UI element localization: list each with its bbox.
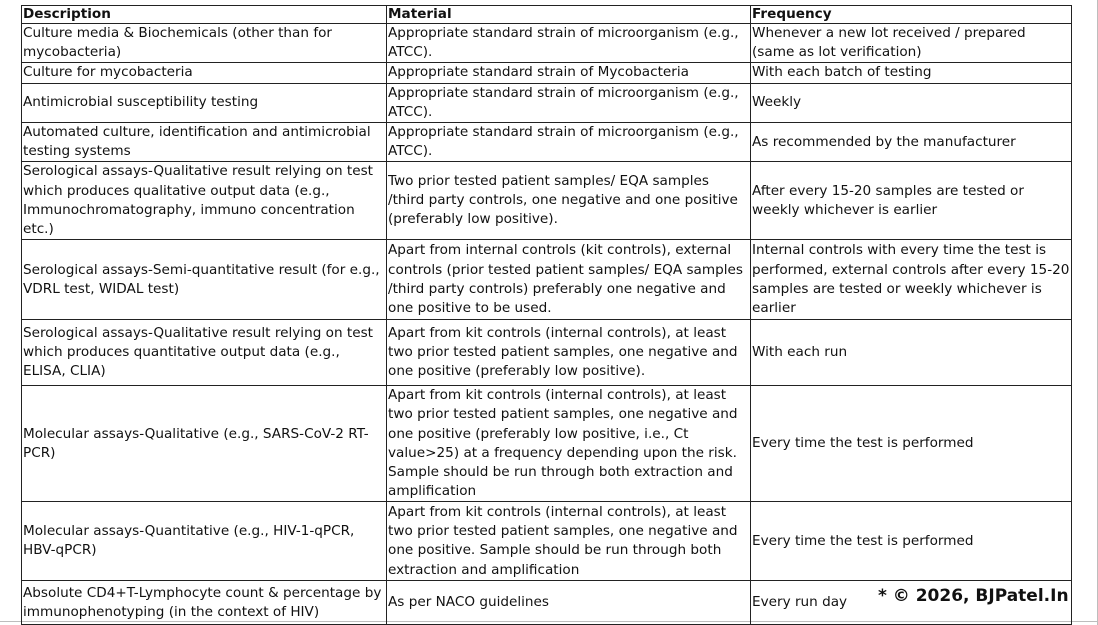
cell-description: Molecular assays-Qualitative (e.g., SARS-CoV-2 RT-PCR) bbox=[22, 386, 387, 502]
table-row bbox=[22, 83, 1072, 122]
header-material: Material bbox=[387, 6, 751, 24]
cell-description: Absolute CD4+T-Lymphocyte count & percentage by immunophenotyping (in the context of HIV) bbox=[22, 581, 387, 625]
cell-description: Culture media & Biochemicals (other than for mycobacteria) bbox=[22, 24, 387, 63]
cell-material: Appropriate standard strain of microorganism (e.g., ATCC). bbox=[387, 123, 751, 162]
cell-material: Two prior tested patient samples/ EQA samples /third party controls, one negative and one positive (preferably low positive). bbox=[387, 162, 751, 240]
cell-frequency: Every run day bbox=[751, 581, 1072, 625]
cell-material: Apart from kit controls (internal controls), at least two prior tested patient samples, one negative and one positive. Sample should be run through both extraction and amplification bbox=[387, 502, 751, 581]
cell-material: Apart from internal controls (kit controls), external controls (prior tested patient samples/ EQA samples /third party controls) preferably one negative and one positive to be used. bbox=[387, 240, 751, 320]
copyright-watermark: * © 2026, BJPatel.In bbox=[878, 586, 1069, 606]
cell-frequency: Every time the test is performed bbox=[751, 502, 1072, 581]
table-row bbox=[22, 63, 1072, 83]
table-row bbox=[22, 162, 1072, 240]
cell-description: Molecular assays-Quantitative (e.g., HIV-1-qPCR, HBV-qPCR) bbox=[22, 502, 387, 581]
cell-material: Appropriate standard strain of microorganism (e.g., ATCC). bbox=[387, 24, 751, 63]
cell-material: Apart from kit controls (internal controls), at least two prior tested patient samples, one negative and one positive (preferably low positive). bbox=[387, 320, 751, 386]
cell-description: Automated culture, identification and antimicrobial testing systems bbox=[22, 123, 387, 162]
cell-description: Serological assays-Semi-quantitative result (for e.g., VDRL test, WIDAL test) bbox=[22, 240, 387, 320]
cell-frequency: Every time the test is performed bbox=[751, 386, 1072, 502]
cell-frequency: As recommended by the manufacturer bbox=[751, 123, 1072, 162]
cell-description: Antimicrobial susceptibility testing bbox=[22, 83, 387, 122]
table-row bbox=[22, 123, 1072, 162]
cell-material: Appropriate standard strain of Mycobacteria bbox=[387, 63, 751, 83]
cell-description: Serological assays-Qualitative result relying on test which produces quantitative output data (e.g., ELISA, CLIA) bbox=[22, 320, 387, 386]
cell-frequency: With each batch of testing bbox=[751, 63, 1072, 83]
quality-control-table bbox=[21, 5, 1072, 625]
cell-frequency: Whenever a new lot received / prepared (same as lot verification) bbox=[751, 24, 1072, 63]
table-row bbox=[22, 386, 1072, 502]
cell-material: As per NACO guidelines bbox=[387, 581, 751, 625]
table-row bbox=[22, 502, 1072, 581]
cell-description: Serological assays-Qualitative result relying on test which produces qualitative output data (e.g., Immunochromatography, immuno concentration etc.) bbox=[22, 162, 387, 240]
cell-frequency: After every 15-20 samples are tested or weekly whichever is earlier bbox=[751, 162, 1072, 240]
cell-frequency: With each run bbox=[751, 320, 1072, 386]
cell-material: Appropriate standard strain of microorganism (e.g., ATCC). bbox=[387, 83, 751, 122]
table-row bbox=[22, 240, 1072, 320]
cell-frequency: Weekly bbox=[751, 83, 1072, 122]
header-frequency: Frequency bbox=[751, 6, 1072, 24]
table-header-row bbox=[22, 6, 1072, 24]
cell-frequency: Internal controls with every time the test is performed, external controls after every 15-20 samples are tested or weekly whichever is earlier bbox=[751, 240, 1072, 320]
table-row bbox=[22, 24, 1072, 63]
table-row bbox=[22, 320, 1072, 386]
cell-description: Culture for mycobacteria bbox=[22, 63, 387, 83]
header-description: Description bbox=[22, 6, 387, 24]
cell-material: Apart from kit controls (internal controls), at least two prior tested patient samples, one negative and one positive (preferably low positive, i.e., Ct value>25) at a frequency depending upon the risk. Sample should be run through both extraction and amplification bbox=[387, 386, 751, 502]
